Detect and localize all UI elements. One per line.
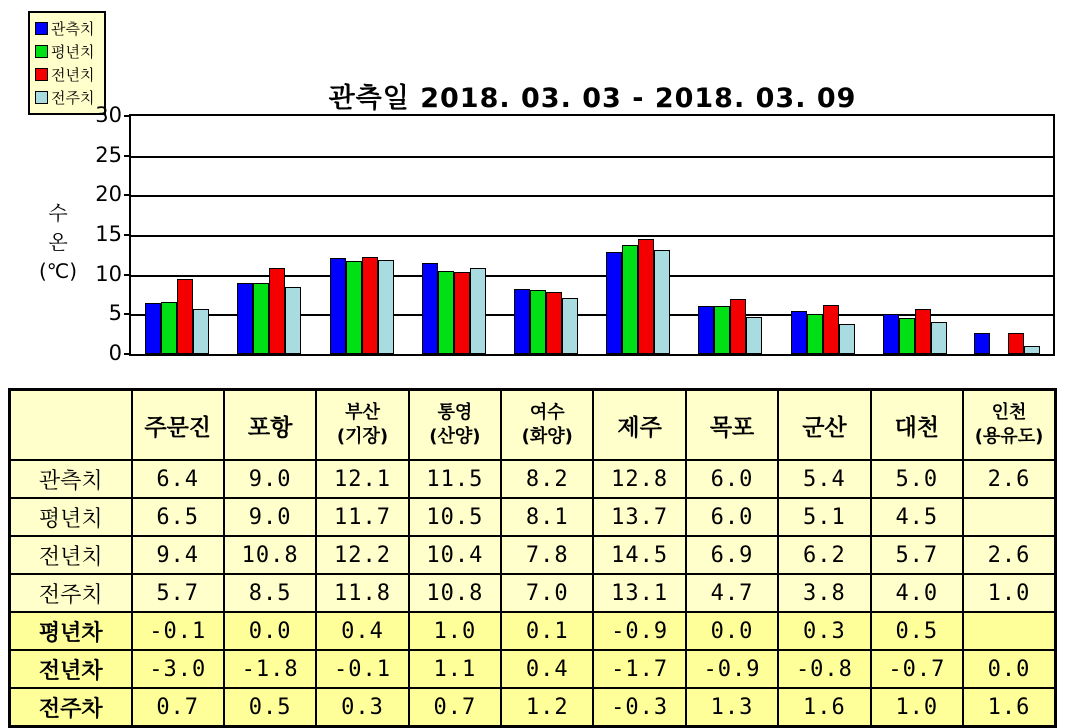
table-value-cell: 10.8 <box>409 574 501 612</box>
table-value-cell: 6.0 <box>686 498 778 536</box>
table-column-header <box>501 390 593 461</box>
bar <box>1024 346 1040 354</box>
table-corner-cell <box>10 390 132 461</box>
table-value-cell: -0.9 <box>686 650 778 688</box>
table-value-cell: -1.8 <box>224 650 316 688</box>
table-column-header <box>963 390 1055 461</box>
bar <box>253 283 269 354</box>
table-value-cell: 11.8 <box>316 574 408 612</box>
table-column-header <box>316 390 408 461</box>
bar <box>899 318 915 354</box>
bar <box>562 298 578 354</box>
table-value-cell: 10.8 <box>224 536 316 574</box>
legend-label: 전주치 <box>51 89 95 107</box>
bar <box>638 239 654 354</box>
bar-group-1 <box>131 116 223 354</box>
table-value-cell: 0.0 <box>686 612 778 650</box>
table-row-label: 관측치 <box>10 460 132 498</box>
bar-group-4 <box>408 116 500 354</box>
legend-label: 평년치 <box>51 43 95 61</box>
table-value-cell: 7.0 <box>501 574 593 612</box>
table-value-cell: 6.5 <box>132 498 224 536</box>
table-value-cell: 1.0 <box>409 612 501 650</box>
table-value-cell: 13.1 <box>593 574 685 612</box>
table-value-cell: 0.7 <box>409 688 501 727</box>
table-value-cell: 0.0 <box>963 650 1055 688</box>
table-value-cell: 6.0 <box>686 460 778 498</box>
table-value-cell: 5.1 <box>778 498 870 536</box>
y-tick-label: 30 <box>95 103 122 127</box>
table-value-cell: 11.7 <box>316 498 408 536</box>
bar <box>193 309 209 354</box>
bar-group-8 <box>776 116 868 354</box>
table-column-header-line: 부산 <box>345 402 380 423</box>
legend-label: 관측치 <box>51 20 95 38</box>
table-value-cell: 13.7 <box>593 498 685 536</box>
table-value-cell: 1.6 <box>963 688 1055 727</box>
table-value-cell: 5.7 <box>871 536 963 574</box>
bar <box>791 311 807 354</box>
table-column-header-line: 인천 <box>991 402 1027 423</box>
table-header-row <box>10 390 1056 461</box>
y-tick-label: 25 <box>95 142 122 167</box>
table-value-cell: 7.8 <box>501 536 593 574</box>
bar <box>454 272 470 355</box>
bar <box>514 289 530 354</box>
table-value-cell: 0.5 <box>871 612 963 650</box>
table-value-cell: -0.9 <box>593 612 685 650</box>
table-row-label: 평년차 <box>10 612 132 650</box>
bar <box>931 322 947 354</box>
table-value-cell: 14.5 <box>593 536 685 574</box>
table-value-cell: -0.3 <box>593 688 685 727</box>
table-value-cell: 6.9 <box>686 536 778 574</box>
table-value-cell <box>963 612 1055 650</box>
chart-title: 관측일 2018. 03. 03 - 2018. 03. 09 <box>328 83 857 114</box>
bar <box>654 250 670 354</box>
table-value-cell: 9.0 <box>224 460 316 498</box>
table-column-header <box>409 390 501 461</box>
legend-item <box>35 17 94 40</box>
bar-chart-plot <box>129 114 1055 356</box>
table-value-cell: 8.2 <box>501 460 593 498</box>
table-row <box>10 688 1056 727</box>
table-value-cell: 4.0 <box>871 574 963 612</box>
table-value-cell: -0.1 <box>316 650 408 688</box>
table-column-header: 대천 <box>871 390 963 461</box>
y-axis-label-line: 온 <box>48 230 68 254</box>
table-value-cell: 1.1 <box>409 650 501 688</box>
legend-label: 전년치 <box>51 66 95 84</box>
bar-group-3 <box>315 116 407 354</box>
table-value-cell: -0.7 <box>871 650 963 688</box>
table-value-cell: 0.0 <box>224 612 316 650</box>
bar-groups <box>131 116 1053 354</box>
table-value-cell: 2.6 <box>963 536 1055 574</box>
table-value-cell: 2.6 <box>963 460 1055 498</box>
bar-group-7 <box>684 116 776 354</box>
bar <box>698 306 714 354</box>
table-value-cell: 1.2 <box>501 688 593 727</box>
table-value-cell: -0.1 <box>132 612 224 650</box>
table-value-cell: 0.3 <box>778 612 870 650</box>
table-value-cell: 5.7 <box>132 574 224 612</box>
table-value-cell: 0.5 <box>224 688 316 727</box>
bar <box>269 268 285 354</box>
table-value-cell: 8.5 <box>224 574 316 612</box>
table-value-cell: -3.0 <box>132 650 224 688</box>
table-value-cell: 0.4 <box>316 612 408 650</box>
bar <box>823 305 839 354</box>
table-column-header-line: (기장) <box>336 426 389 447</box>
bar <box>422 263 438 354</box>
y-tick-label: 15 <box>95 222 122 246</box>
table-column-header-line: 통영 <box>437 402 473 423</box>
table-value-cell: 3.8 <box>778 574 870 612</box>
legend-item <box>35 63 94 86</box>
table-column-header-line: (화양) <box>521 426 573 447</box>
bar <box>714 306 730 354</box>
table-row-label: 전주차 <box>10 688 132 727</box>
bar <box>145 303 161 354</box>
bar <box>438 271 454 354</box>
bar-group-6 <box>592 116 684 354</box>
bar <box>606 252 622 354</box>
data-table <box>8 388 1057 728</box>
table-value-cell: 0.1 <box>501 612 593 650</box>
bar <box>330 258 346 354</box>
table-value-cell: 6.2 <box>778 536 870 574</box>
table-row-label: 전주치 <box>10 574 132 612</box>
table-value-cell: 1.3 <box>686 688 778 727</box>
bar-group-2 <box>223 116 315 354</box>
table-row-label: 전년차 <box>10 650 132 688</box>
table-row <box>10 574 1056 612</box>
table-row <box>10 612 1056 650</box>
table-column-header: 목포 <box>686 390 778 461</box>
y-tick-label: 0 <box>108 341 122 365</box>
chart-legend <box>28 11 106 115</box>
bar <box>883 314 899 354</box>
bar-group-10 <box>961 116 1053 354</box>
bar-group-9 <box>869 116 961 354</box>
table-value-cell: 5.4 <box>778 460 870 498</box>
table-row <box>10 460 1056 498</box>
table-value-cell: 0.3 <box>316 688 408 727</box>
table-value-cell: 1.0 <box>963 574 1055 612</box>
bar <box>177 279 193 354</box>
bar <box>237 283 253 354</box>
table-value-cell: 8.1 <box>501 498 593 536</box>
table-value-cell: 4.7 <box>686 574 778 612</box>
bar <box>807 314 823 354</box>
table-value-cell: 6.4 <box>132 460 224 498</box>
table-value-cell: 4.5 <box>871 498 963 536</box>
table-value-cell: -0.8 <box>778 650 870 688</box>
table-value-cell: 12.2 <box>316 536 408 574</box>
bar <box>362 257 378 354</box>
table-value-cell: -1.7 <box>593 650 685 688</box>
table-column-header: 제주 <box>593 390 685 461</box>
bar <box>285 287 301 354</box>
table-row-label: 평년치 <box>10 498 132 536</box>
table-value-cell: 10.5 <box>409 498 501 536</box>
bar <box>546 292 562 354</box>
bar <box>470 268 486 354</box>
table-column-header: 주문진 <box>132 390 224 461</box>
legend-item <box>35 40 94 63</box>
bar <box>915 309 931 354</box>
y-tick-label: 10 <box>95 261 122 286</box>
table-column-header: 포항 <box>224 390 316 461</box>
bar <box>1008 333 1024 354</box>
table-row <box>10 650 1056 688</box>
bar <box>530 290 546 354</box>
table-value-cell: 11.5 <box>409 460 501 498</box>
y-axis-label <box>28 199 88 286</box>
table-row <box>10 498 1056 536</box>
bar <box>378 260 394 354</box>
legend-swatch-icon <box>35 91 48 104</box>
y-axis-label-line: (℃) <box>38 259 78 283</box>
table-column-header: 군산 <box>778 390 870 461</box>
bar <box>346 261 362 354</box>
table-column-header-line: 여수 <box>529 402 565 423</box>
y-tick-label: 20 <box>95 182 122 207</box>
legend-swatch-icon <box>35 45 48 58</box>
table-row-label: 전년치 <box>10 536 132 574</box>
table-value-cell: 0.4 <box>501 650 593 688</box>
table-value-cell: 9.0 <box>224 498 316 536</box>
table-row <box>10 536 1056 574</box>
bar-group-5 <box>500 116 592 354</box>
bar <box>730 299 746 354</box>
table-value-cell: 12.8 <box>593 460 685 498</box>
bar <box>974 333 990 354</box>
bar <box>839 324 855 354</box>
legend-swatch-icon <box>35 68 48 81</box>
table-value-cell: 1.6 <box>778 688 870 727</box>
table-value-cell: 5.0 <box>871 460 963 498</box>
table-value-cell: 12.1 <box>316 460 408 498</box>
y-tick-label: 5 <box>108 301 122 326</box>
table-column-header-line: (산양) <box>429 426 481 447</box>
table-value-cell <box>963 498 1055 536</box>
table-value-cell: 10.4 <box>409 536 501 574</box>
y-axis-label-line: 수 <box>48 201 68 225</box>
table-value-cell: 1.0 <box>871 688 963 727</box>
bar <box>622 245 638 354</box>
legend-swatch-icon <box>35 22 48 35</box>
table-column-header-line: (용유도) <box>974 426 1044 447</box>
bar <box>746 317 762 354</box>
table-value-cell: 9.4 <box>132 536 224 574</box>
table-value-cell: 0.7 <box>132 688 224 727</box>
bar <box>161 302 177 354</box>
